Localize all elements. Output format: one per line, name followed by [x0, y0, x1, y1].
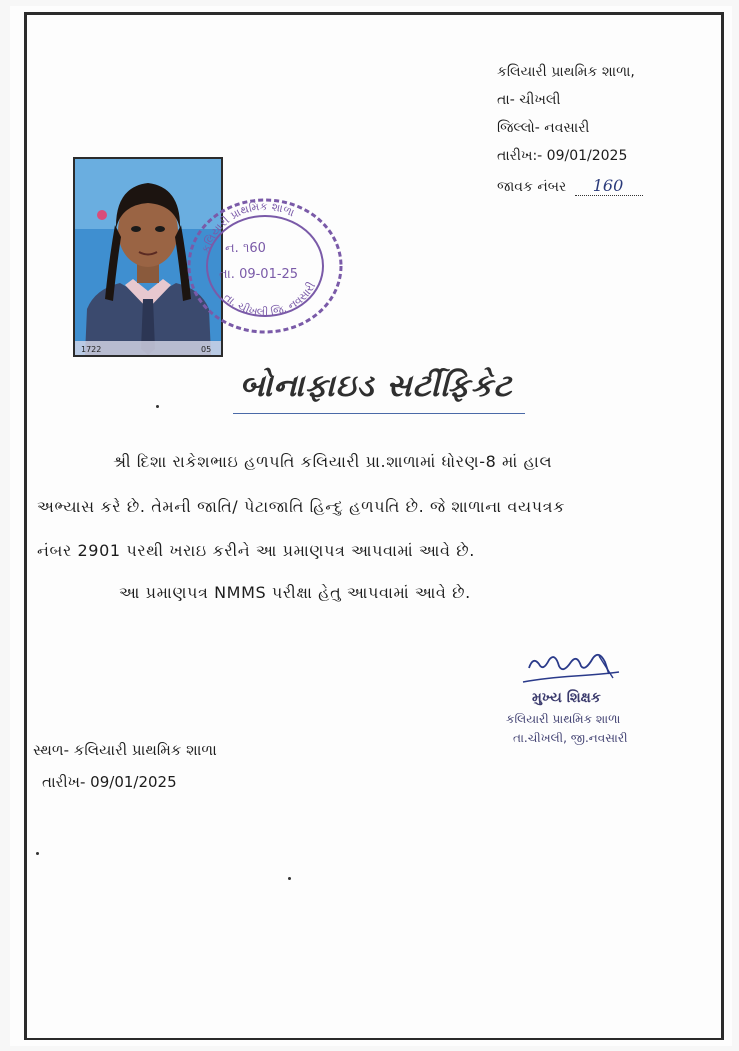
photo-caption-right: 05 [201, 345, 212, 354]
ink-speck [156, 405, 159, 408]
certificate-title: બોનાફાઇડ સર્ટીફિકેટ [239, 368, 513, 404]
header-district: જિલ્લો- નવસારી [497, 120, 590, 136]
seal-date: તા. 09-01-25 [219, 267, 299, 282]
header-school-name: કલિયારી પ્રાથમિક શાળા, [497, 64, 635, 80]
footer-place: સ્થળ- કલિયારી પ્રાથમિક શાળા [33, 741, 217, 759]
header-date: તારીખ:- 09/01/2025 [497, 148, 628, 164]
signature-title: મુખ્ય શિક્ષક [532, 690, 601, 706]
certificate-body-line-4: આ પ્રમાણપત્ર NMMS પરીક્ષા હેતુ આપવામાં આવે છે. [119, 583, 471, 602]
seal-number: ન. ૧60 [225, 241, 266, 256]
title-underline [233, 413, 525, 414]
inward-label: જાવક નંબર [497, 179, 567, 195]
header-inward [497, 176, 643, 195]
signature-place: તા.ચીખલી, જી.નવસારી [513, 731, 628, 745]
school-seal [185, 190, 345, 335]
svg-text:તા. ચીખલી જિ. નવસારી [221, 280, 318, 319]
certificate-body-line-2: અભ્યાસ કરે છે. તેમની જાતિ/ પેટાજાતિ હિન્દુ હળપતિ છે. જે શાળાના વયપત્રક [37, 497, 565, 516]
header-taluka: તા- ચીખલી [497, 92, 561, 108]
ink-speck [36, 852, 39, 855]
certificate-body-line-3: નંબર 2901 પરથી ખરાઇ કરીને આ પ્રમાણપત્ર આપવામાં આવે છે. [37, 541, 475, 560]
seal-top-text: કલિયારી પ્રાથમિક શાળા [199, 199, 297, 255]
photo-caption-left: 1722 [81, 345, 102, 354]
inward-number: 160 [575, 176, 644, 196]
certificate-body-line-1: શ્રી દિશા રાકેશભાઇ હળપતિ કલિયારી પ્રા.શાળામાં ધોરણ-8 માં હાલ [113, 452, 553, 471]
signature-school: કલિયારી પ્રાથમિક શાળા [506, 712, 621, 726]
principal-signature [515, 648, 625, 692]
seal-bottom-text: તા. ચીખલી જિ. નવસારી [221, 279, 319, 319]
footer-date: તારીખ- 09/01/2025 [42, 773, 177, 791]
ink-speck [288, 877, 291, 880]
